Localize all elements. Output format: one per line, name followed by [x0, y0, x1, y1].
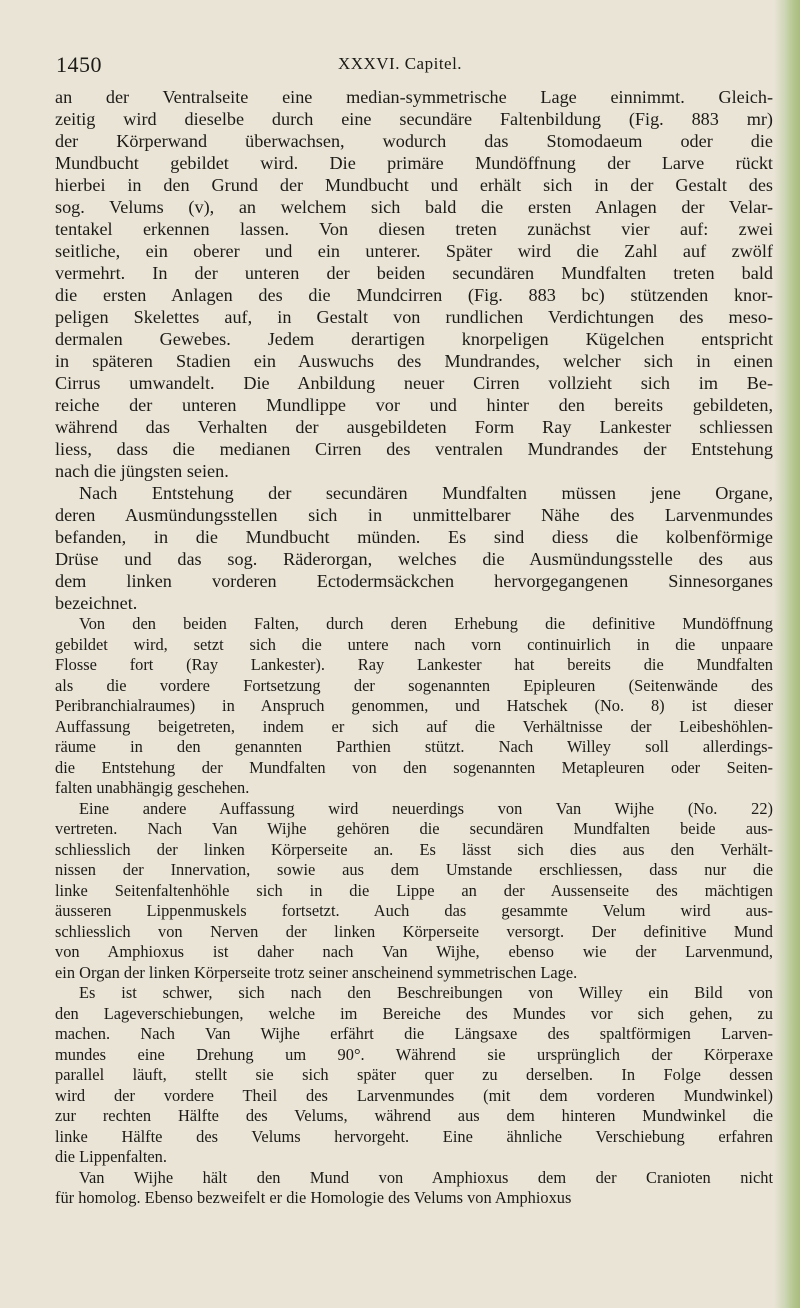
- text-line: befanden, in die Mundbucht münden. Es sind diess die kolbenförmige: [55, 527, 773, 547]
- page-number: 1450: [56, 52, 102, 77]
- text-line: deren Ausmündungsstellen sich in unmittelbarer Nähe des Larvenmundes: [55, 505, 773, 525]
- text-line: räume in den genannten Parthien stützt. Nach Willey soll allerdings-: [55, 737, 773, 757]
- text-line: schliesslich von Nerven der linken Körperseite versorgt. Der definitive Mund: [55, 921, 773, 941]
- text-line: schliesslich der linken Körperseite an. Es lässt sich dies aus den Verhält-: [55, 839, 773, 859]
- text-line: Peribranchialraumes) in Anspruch genommen, und Hatschek (No. 8) ist dieser: [55, 696, 773, 716]
- text-line: äusseren Lippenmuskels fortsetzt. Auch das gesammte Velum wird aus-: [55, 901, 773, 921]
- text-line: Mundbucht gebildet wird. Die primäre Mundöffnung der Larve rückt: [55, 153, 773, 173]
- text-line: als die vordere Fortsetzung der sogenannten Epipleuren (Seitenwände des: [55, 675, 773, 695]
- text-line: hierbei in den Grund der Mundbucht und erhält sich in der Gestalt des: [55, 175, 773, 195]
- text-line: Cirrus umwandelt. Die Anbildung neuer Cirren vollzieht sich im Be-: [55, 373, 773, 393]
- text-line: bezeichnet.: [55, 593, 138, 613]
- text-line: Auffassung beigetreten, indem er sich auf die Verhältnisse der Leibeshöhlen-: [55, 716, 773, 736]
- text-line: während das Verhalten der ausgebildeten Form Ray Lankester schliessen: [55, 417, 773, 437]
- page-edge: [774, 0, 800, 1308]
- text-line: Eine andere Auffassung wird neuerdings von Van Wijhe (No. 22): [79, 798, 773, 818]
- text-line: Es ist schwer, sich nach den Beschreibungen von Willey ein Bild von: [79, 983, 773, 1003]
- text-line: der Körperwand überwachsen, wodurch das Stomodaeum oder die: [55, 131, 773, 151]
- text-line: reiche der unteren Mundlippe vor und hinter den bereits gebildeten,: [55, 395, 773, 415]
- text-line: Von den beiden Falten, durch deren Erhebung die definitive Mundöffnung: [79, 614, 773, 633]
- main-paragraphs: [55, 86, 773, 614]
- text-line: seitliche, ein oberer und ein unterer. Später wird die Zahl auf zwölf: [55, 241, 773, 261]
- text-line: den Lageverschiebungen, welche im Bereiche des Mundes vor sich gehen, zu: [55, 1003, 773, 1023]
- text-line: die Entstehung der Mundfalten von den sogenannten Metapleuren oder Seiten-: [55, 757, 773, 777]
- text-line: dem linken vorderen Ectodermsäckchen hervorgegangenen Sinnesorganes: [55, 571, 773, 591]
- text-line: peligen Skelettes auf, in Gestalt von rundlichen Verdichtungen des meso-: [55, 307, 773, 327]
- text-line: die Lippenfalten.: [55, 1147, 167, 1167]
- text-line: Van Wijhe hält den Mund von Amphioxus dem der Cranioten nicht: [79, 1167, 773, 1187]
- text-line: wird der vordere Theil des Larvenmundes (mit dem vorderen Mundwinkel): [55, 1085, 773, 1105]
- text-line: dermalen Gewebes. Jedem derartigen knorpeligen Kügelchen entspricht: [55, 329, 773, 349]
- text-line: vertreten. Nach Van Wijhe gehören die secundären Mundfalten beide aus-: [55, 819, 773, 839]
- text-line: mundes eine Drehung um 90°. Während sie ursprünglich der Körperaxe: [55, 1044, 773, 1064]
- text-line: ein Organ der linken Körperseite trotz seiner anscheinend symmetrischen Lage.: [55, 962, 578, 982]
- text-line: linke Seitenfaltenhöhle sich in die Lippe an der Aussenseite des mächtigen: [55, 880, 773, 900]
- text-line: linke Hälfte des Velums hervorgeht. Eine ähnliche Verschiebung erfahren: [55, 1126, 773, 1146]
- text-line: tentakel erkennen lassen. Von diesen treten zunächst vier auf: zwei: [55, 219, 773, 239]
- chapter-title: XXXVI. Capitel.: [337, 54, 463, 73]
- text-line: liess, dass die medianen Cirren des ventralen Mundrandes der Entstehung: [55, 439, 773, 459]
- text-line: nissen der Innervation, sowie aus dem Umstande erschliessen, dass nur die: [55, 860, 773, 880]
- text-line: die ersten Anlagen des die Mundcirren (Fig. 883 bc) stützenden knor-: [55, 285, 773, 305]
- text-line: für homolog. Ebenso bezweifelt er die Homologie des Velums von Amphioxus: [55, 1188, 572, 1208]
- text-line: von Amphioxus ist daher nach Van Wijhe, ebenso wie der Larvenmund,: [55, 942, 773, 962]
- text-line: sog. Velums (v), an welchem sich bald die ersten Anlagen der Velar-: [55, 197, 773, 217]
- page-header: [0, 52, 800, 86]
- text-line: Drüse und das sog. Räderorgan, welches die Ausmündungsstelle des aus: [55, 549, 773, 569]
- text-line: Flosse fort (Ray Lankester). Ray Lankester hat bereits die Mundfalten: [55, 655, 773, 675]
- text-line: zur rechten Hälfte des Velums, während aus dem hinteren Mundwinkel die: [55, 1106, 773, 1126]
- text-line: parallel läuft, stellt sie sich später quer zu derselben. In Folge dessen: [55, 1065, 773, 1085]
- text-line: gebildet wird, setzt sich die untere nach vorn continuirlich in die unpaare: [55, 634, 773, 654]
- text-line: an der Ventralseite eine median-symmetrische Lage einnimmt. Gleich-: [55, 87, 773, 107]
- text-line: zeitig wird dieselbe durch eine secundäre Faltenbildung (Fig. 883 mr): [55, 109, 773, 129]
- text-line: falten unabhängig geschehen.: [55, 778, 250, 798]
- text-line: in späteren Stadien ein Auswuchs des Mundrandes, welcher sich in einen: [55, 351, 773, 371]
- text-line: machen. Nach Van Wijhe erfährt die Längsaxe des spaltförmigen Larven-: [55, 1024, 773, 1044]
- small-print-paragraphs: [55, 614, 773, 1209]
- body-text: [55, 86, 773, 1209]
- text-line: Nach Entstehung der secundären Mundfalten müssen jene Organe,: [79, 483, 773, 503]
- text-line: vermehrt. In der unteren der beiden secundären Mundfalten treten bald: [55, 263, 773, 283]
- text-line: nach die jüngsten seien.: [55, 461, 229, 481]
